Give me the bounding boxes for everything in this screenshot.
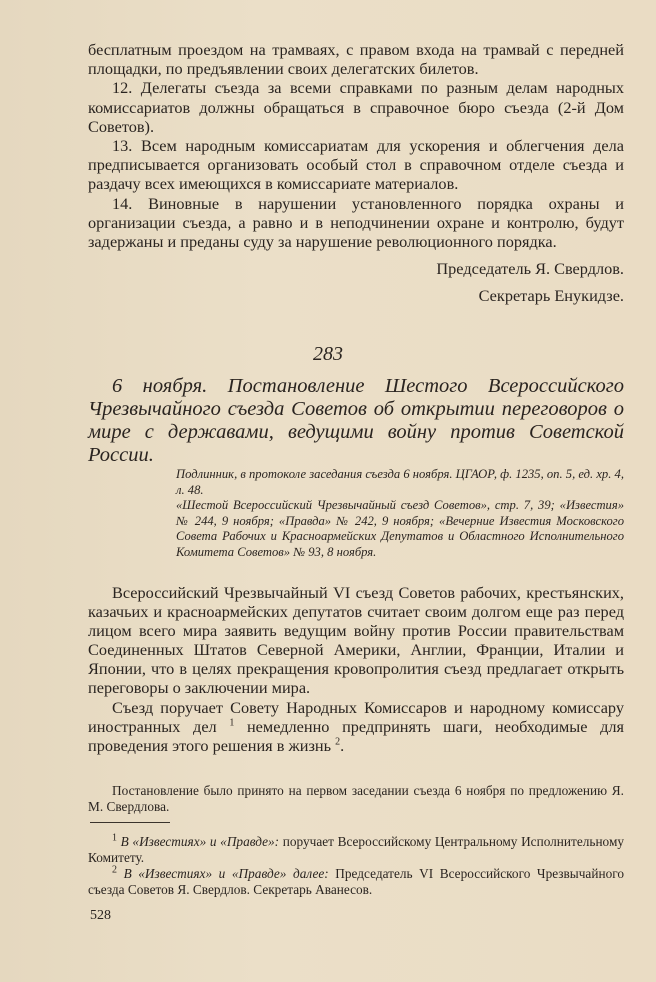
editorial-note [88,783,624,815]
paragraph-item-12: 12. Делегаты съезда за всеми справками по разным делам народных комиссариатов должны обращаться в справочное бюро съезда (2-й Дом Советов). [88,78,624,136]
paragraph-item-13: 13. Всем народным комиссариатам для ускорения и облегчения дела предписывается организовать особый стол в справочном отделе съезда и раздачу всех имеющихся в комиссариате материалов. [88,136,624,194]
paragraph-continuation: бесплатным проездом на трамваях, с правом входа на трамвай с передней площадки, по предъявлении своих делегатских билетов. [88,40,624,79]
source-publications: «Шестой Всероссийский Чрезвычайный съезд Советов», стр. 7, 39; «Известия» № 244, 9 ноября; «Правда» № 242, 9 ноября; «Вечерние Известия Московского Совета Рабочих и Красноармейских Депутатов и Областного Исполнительного Комитета Советов» № 93, 8 ноября. [176,498,624,559]
signature-secretary: Секретарь Енукидзе. [478,286,624,305]
sources-block [176,467,624,560]
resolution-p2-start: Съезд поручает Совету Народных Комиссаров и народному комиссару иностранных дел [88,697,624,736]
footnotes-block [88,834,624,898]
footnote-mark-2: 2 [112,864,117,876]
source-original: Подлинник, в протоколе заседания съезда 6 ноября. ЦГАОР, ф. 1235, оп. 5, ед. хр. 4, л. 48. [176,467,624,497]
signature-chairman: Председатель Я. Свердлов. [436,259,624,278]
footnote-1-italic: В «Известиях» и «Правде»: [120,834,280,849]
document-heading: 6 ноября. Постановление Шестого Всероссийского Чрезвычайного съезда Советов об открытии переговоров о мире с державами, ведущими войну против Советской России. [88,375,624,466]
resolution-paragraph-1: Всероссийский Чрезвычайный VI съезд Советов рабочих, крестьянских, казачьих и красноармейских депутатов считает своим долгом еще раз перед лицом всего мира заявить ведущим войну против России правительствам Соединенных Штатов Северной Америки, Англии, Франции, Италии и Японии, что в целях прекращения кровопролития съезд предлагает открыть переговоры о заключении мира. [88,583,624,698]
footnote-2-text: Председатель VI Всероссийского Чрезвычайного съезда Советов Я. Свердлов. Секретарь Аванесов. [88,866,624,897]
footnote-2 [88,866,624,898]
footnote-ref-2[interactable]: 2 [335,736,341,748]
resolution-p2-end: . [340,735,345,755]
resolution-paragraph-2 [88,698,624,755]
paragraph-item-14: 14. Виновные в нарушении установленного порядка охраны и организации съезда, а равно и в неподчинении охране и контролю, будут задержаны и преданы суду за нарушение революционного порядка. [88,193,624,252]
footnote-1 [88,834,624,866]
footnote-1-text: поручает Всероссийскому Центральному Исполнительному Комитету. [88,834,625,865]
editorial-note-text: Постановление было принято на первом заседании съезда 6 ноября по предложению Я. М. Свердлова. [88,783,624,814]
footnote-mark-1: 1 [112,832,117,844]
footnote-divider [90,822,170,823]
footnote-2-italic: В «Известиях» и «Правде» далее: [123,866,329,881]
top-text-block [88,40,624,251]
resolution-p2-middle: немедленно предпринять шаги, необходимые для проведения этого решения в жизнь [88,716,624,755]
page-number: 528 [90,908,111,923]
footnote-ref-1[interactable]: 1 [229,717,235,729]
resolution-text [88,583,624,755]
document-number: 283 [313,343,343,365]
